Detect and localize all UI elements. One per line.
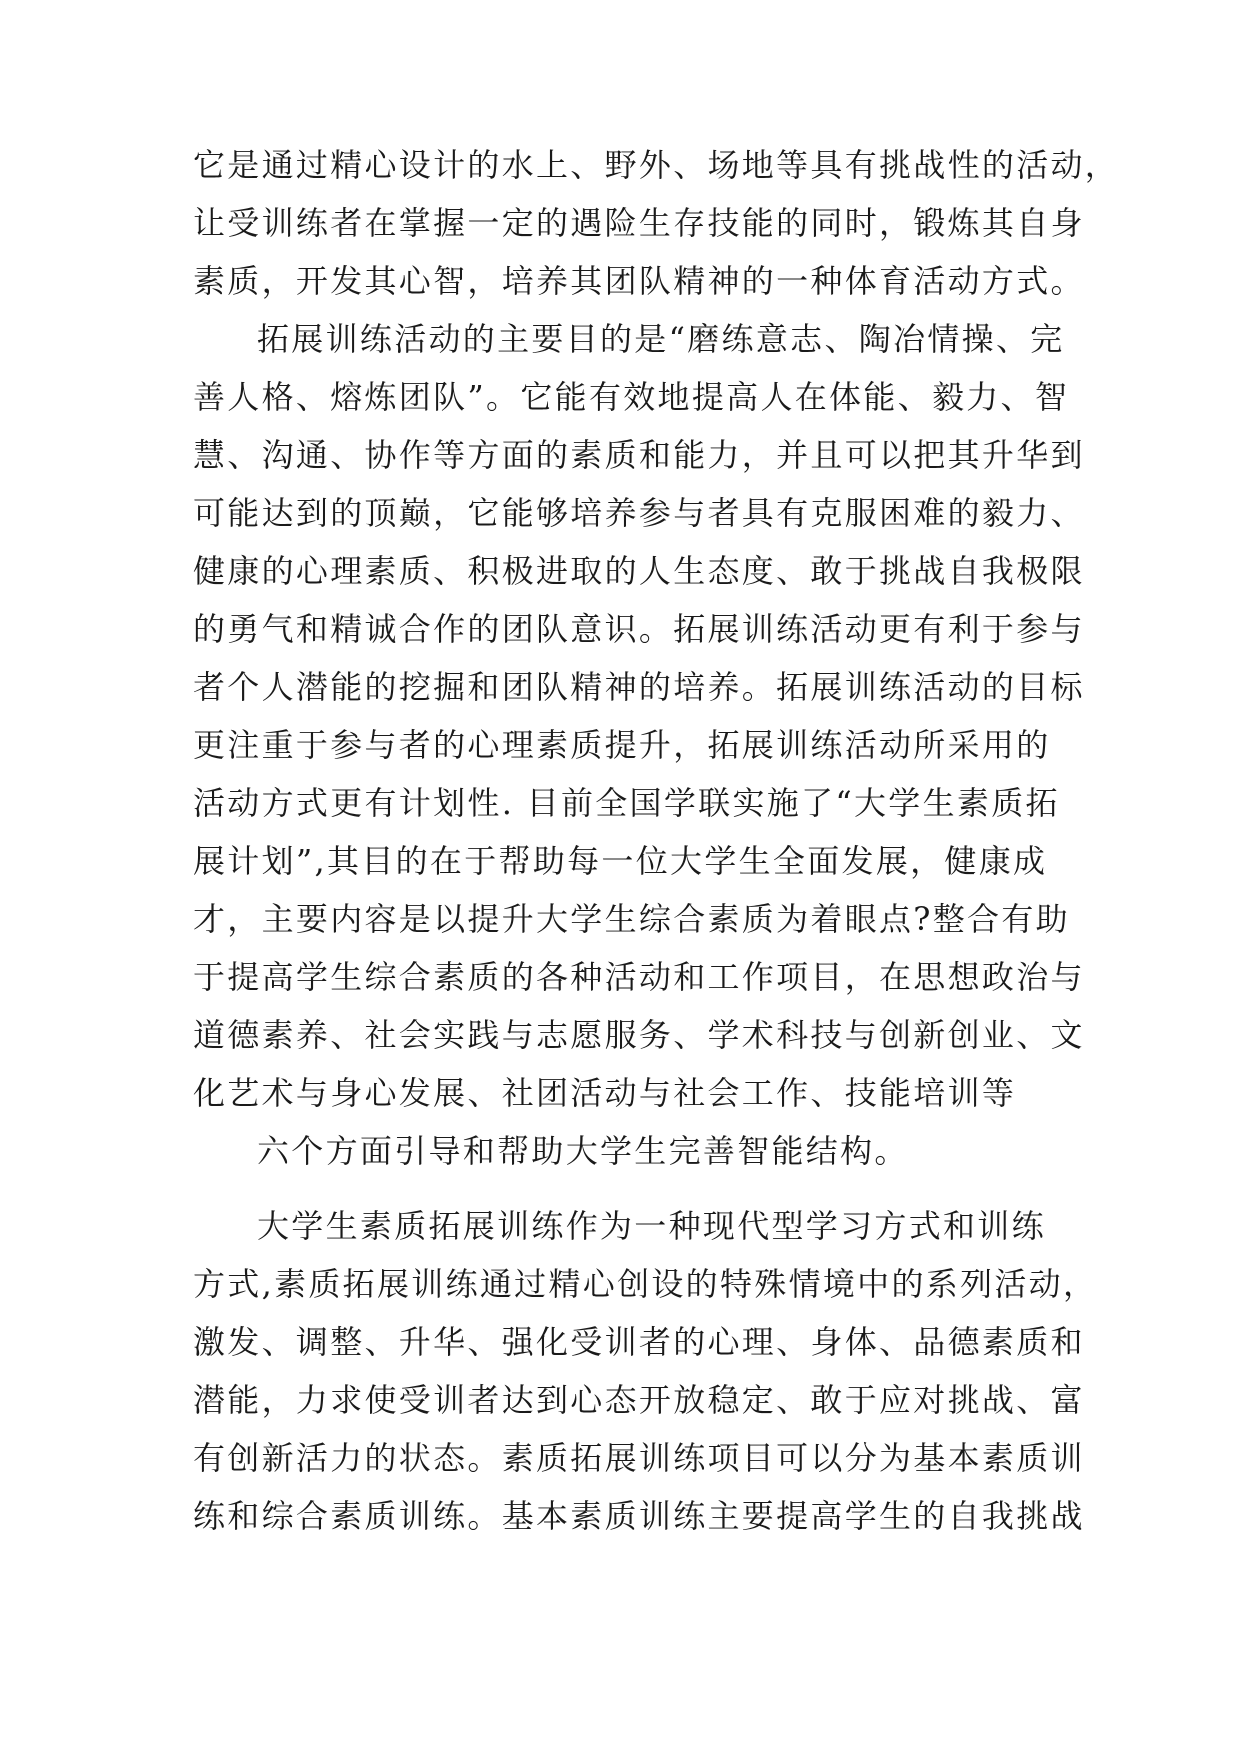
text-line: 潜能，力求使受训者达到心态开放稳定、敢于应对挑战、富 bbox=[193, 1381, 1085, 1419]
text-line: 练和综合素质训练。基本素质训练主要提高学生的自我挑战 bbox=[193, 1497, 1085, 1535]
text-line: 的勇气和精诚合作的团队意识。拓展训练活动更有利于参与 bbox=[193, 610, 1085, 648]
text-line: 健康的心理素质、积极进取的人生态度、敢于挑战自我极限 bbox=[193, 552, 1085, 590]
text-line: 于提高学生综合素质的各种活动和工作项目，在思想政治与 bbox=[193, 958, 1085, 996]
text-line: 可能达到的顶巅，它能够培养参与者具有克服困难的毅力、 bbox=[193, 494, 1085, 532]
paragraph-first-line: 大学生素质拓展训练作为一种现代型学习方式和训练 bbox=[257, 1207, 1046, 1245]
text-line: 者个人潜能的挖掘和团队精神的培养。拓展训练活动的目标 bbox=[193, 668, 1085, 706]
text-line: 活动方式更有计划性. 目前全国学联实施了“大学生素质拓 bbox=[193, 784, 1060, 822]
text-line: 慧、沟通、协作等方面的素质和能力，并且可以把其升华到 bbox=[193, 436, 1085, 474]
text-line: 展计划”,其目的在于帮助每一位大学生全面发展，健康成 bbox=[193, 842, 1048, 880]
text-line: 激发、调整、升华、强化受训者的心理、身体、品德素质和 bbox=[193, 1323, 1085, 1361]
text-line: 有创新活力的状态。素质拓展训练项目可以分为基本素质训 bbox=[193, 1439, 1085, 1477]
text-line: 道德素养、社会实践与志愿服务、学术科技与创新创业、文 bbox=[193, 1016, 1085, 1054]
text-line: 化艺术与身心发展、社团活动与社会工作、技能培训等 bbox=[193, 1074, 1017, 1112]
text-line: 让受训练者在掌握一定的遇险生存技能的同时，锻炼其自身 bbox=[193, 204, 1085, 242]
text-line: 素质，开发其心智，培养其团队精神的一种体育活动方式。 bbox=[193, 262, 1085, 300]
text-line: 更注重于参与者的心理素质提升，拓展训练活动所采用的 bbox=[193, 726, 1051, 764]
paragraph-first-line: 拓展训练活动的主要目的是“磨练意志、陶冶情操、完 bbox=[257, 320, 1065, 358]
text-line: 方式,素质拓展训练通过精心创设的特殊情境中的系列活动， bbox=[193, 1265, 1098, 1303]
text-line: 善人格、熔炼团队”。它能有效地提高人在体能、毅力、智 bbox=[193, 378, 1070, 416]
text-line: 才，主要内容是以提升大学生综合素质为着眼点?整合有助 bbox=[193, 900, 1070, 938]
text-line: 它是通过精心设计的水上、野外、场地等具有挑战性的活动， bbox=[193, 146, 1120, 184]
paragraph-first-line: 六个方面引导和帮助大学生完善智能结构。 bbox=[257, 1132, 909, 1170]
